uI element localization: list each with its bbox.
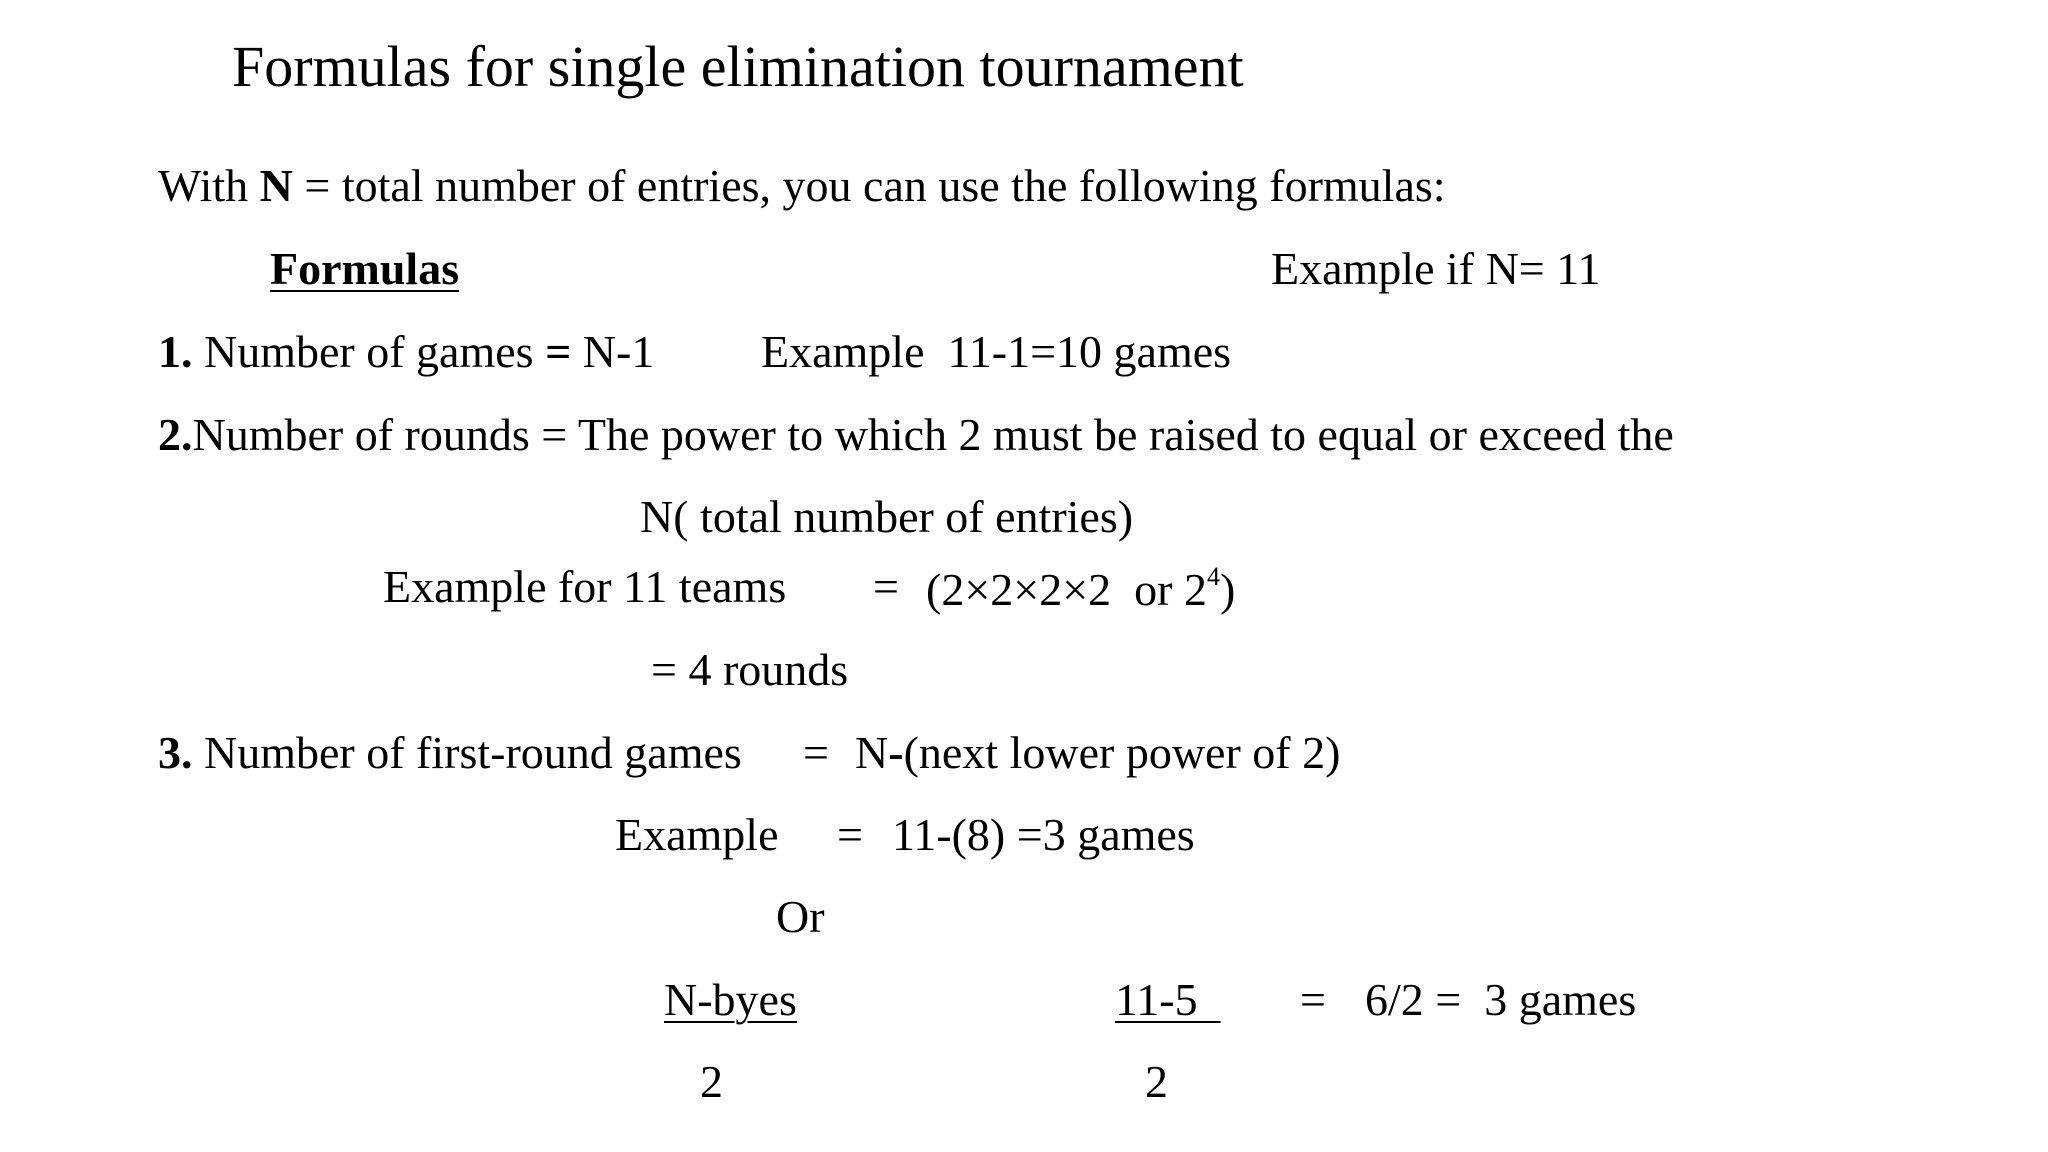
formula3-num: 3. [158,727,193,778]
example-header: Example if N= 11 [1271,243,1601,294]
formula3-example-label: Example [615,809,779,860]
formulas-header: Formulas [270,243,460,294]
formula1-text: Number of games [192,326,546,377]
formula3-eq: = [803,727,829,778]
intro-line [158,160,1446,211]
formula2-example-eq: = [873,561,899,612]
formula2-exponent: 4 [1206,562,1220,591]
formula2-example-label: Example for 11 teams [383,561,787,612]
intro-post: = total number of entries, you can use the following formulas: [292,160,1446,211]
formula3-line [158,727,742,778]
fraction1-numerator: N-byes [664,974,797,1025]
formula1-eq: = [545,326,572,377]
page-title: Formulas for single elimination tournament [232,34,1244,99]
intro-pre: With [158,160,260,211]
formula2-num: 2. [158,409,193,460]
formula1-example: Example 11-1=10 games [761,326,1232,377]
fraction1-denominator: 2 [700,1056,723,1107]
formula2-cont: N( total number of entries) [640,491,1134,542]
formula3-example-expr: 11-(8) =3 games [892,809,1195,860]
formula1-expr: N-1 [571,326,655,377]
formula1-num: 1. [158,326,193,377]
formula3-result-eq: = [1300,974,1326,1025]
fraction2-denominator: 2 [1145,1056,1168,1107]
formula2-text: Number of rounds = The power to which 2 must be raised to equal or exceed the [192,409,1674,460]
fraction2-numerator: 11-5 [1115,974,1221,1025]
formula3-example-eq: = [837,809,863,860]
formula2-result: = 4 rounds [651,644,849,695]
formula3-text: Number of first-round games [192,727,742,778]
formula2-example-expr: (2×2×2×2 or $2^4$) [926,562,1236,615]
formula2-line [158,409,1674,460]
formula1-line [158,326,655,377]
formula3-expr: N-(next lower power of 2) [855,727,1341,778]
intro-var: N [259,160,293,211]
formula3-result: 6/2 = 3 games [1365,974,1637,1025]
formula3-or: Or [776,891,825,942]
